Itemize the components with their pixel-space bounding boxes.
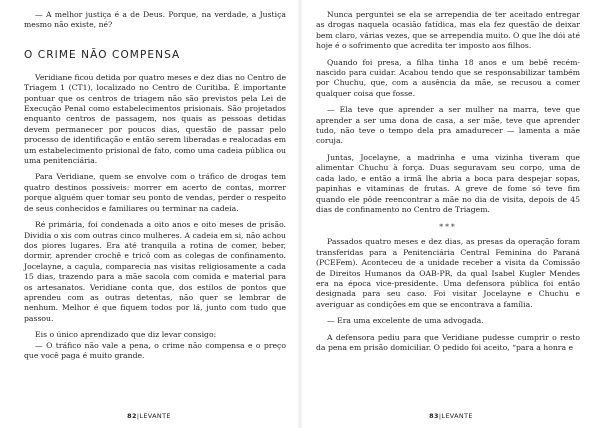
footer-divider: | (438, 412, 442, 420)
paragraph: — Era uma excelente de uma advogada. (327, 316, 484, 326)
paragraph: — Ela teve que aprender a ser mulher na marra, teve que aprender a ser uma dona de casa, a ser mãe, teve que aprender tudo, não teve o tempo dela pra amadurecer — lamenta a mãe coruja. (316, 105, 580, 146)
paragraph: A defensora pediu para que Veridiane pudesse cumprir o resto da pena em prisão domiciliar. O pedido foi aceito, “para a honra e (316, 332, 580, 352)
paragraph: Ré primária, foi condenada a oito anos e oito meses de prisão. Dividia o xis com outras cinco mulheres. A cadeia em si, não achou dos piores lugares. Era até tranquila a rotina de comer, beber, dormir, aprender crochê e tricô com as colegas de confinamento. Jocelayne, a caçula, comparecia nas visitas religiosamente a cada 15 dias, trazendo para a mãe sacola com comida e material para os artesanatos. Veridiane conta que, dos estilos de pontos que aprendeu com as outras detentas, não quer se lembrar de nenhum. Melhor é que fiquem todos por lá, junto com tudo que passou. (24, 220, 286, 323)
running-title: LEVANTE (139, 412, 171, 420)
section-separator: *** (439, 222, 457, 232)
paragraph: Para Veridiane, quem se envolve com o tráfico de drogas tem quatro destinos possíveis: morrer em acerto de contas, morrer porque alguém quer tomar seu ponto de vendas, perder o respeito de seus conhecidos e familiares ou terminar na cadeia. (24, 172, 286, 213)
page-number: 83 (429, 412, 439, 420)
page-footer (0, 412, 298, 420)
left-page (0, 0, 298, 428)
paragraph: Juntas, Jocelayne, a madrinha e uma vizinha tiveram que alimentar Chuchu à força. Duas seguravam seu corpo, uma de cada lado, e então a irmã lhe abria a boca para despejar sopas, papinhas e vitaminas de frutas. A greve de fome só teve fim quando ele pôde reencontrar a mãe no dia de visita, depois de 45 dias de confinamento no Centro de Triagem. (316, 152, 580, 214)
paragraph: Quando foi presa, a filha tinha 18 anos e um bebê recém-nascido para cuidar. Acabou tendo que se responsabilizar também por Chuchu, que, com a ausência da mãe, se recusou a comer qualquer coisa que fosse. (316, 57, 580, 98)
running-title: LEVANTE (441, 412, 473, 420)
page-footer (302, 412, 600, 420)
paragraph: Veridiane ficou detida por quatro meses e dez dias no Centro de Triagem 1 (CT1), localizado no Centro de Curitiba. É importante pontuar que os centros de triagem não são previstos pela Lei de Execução Penal como estabelecimentos prisionais. São projetados enquanto centros de passagem, nos quais as pessoas detidas devem permanecer por poucos dias, questão de passar pelo processo de identificação e então serem liberadas e realocadas em um estabelecimento prisional de fato, como uma cadeia pública ou uma penitenciária. (24, 72, 286, 166)
paragraph: Eis o único aprendizado que diz levar consigo: (35, 330, 217, 340)
paragraph: — A melhor justiça é a de Deus. Porque, na verdade, a Justiça mesmo não existe, né? (24, 10, 286, 30)
paragraph: Passados quatro meses e dez dias, as presas da operação foram transferidas para a Penitenciária Central Feminina do Paraná (PCEFem). Aconteceu de a unidade receber a visita da Comissão de Direitos Humanos da OAB-PR, da qual Isabel Kugler Mendes era na época vice-presidente. Uma defensora pública foi então designada para seu caso. Foi visitar Jocelayne e Chuchu e averiguar as condições em que se encontrava a família. (316, 237, 580, 309)
page-number: 82 (127, 412, 137, 420)
footer-divider: | (136, 412, 140, 420)
right-page (302, 0, 600, 428)
paragraph: — O tráfico não vale a pena, o crime não compensa e o preço que você paga é muito grande. (24, 340, 286, 360)
chapter-title: O CRIME NÃO COMPENSA (24, 48, 181, 61)
paragraph: Nunca perguntei se ela se arrependia de ter aceitado entregar as drogas naquela ocasião fatídica, mas ela fez questão de deixar bem claro, várias vezes, que se arrependia muito. O que lhe dói até hoje é o sofrimento que acredita ter imposto aos filhos. (316, 10, 580, 51)
